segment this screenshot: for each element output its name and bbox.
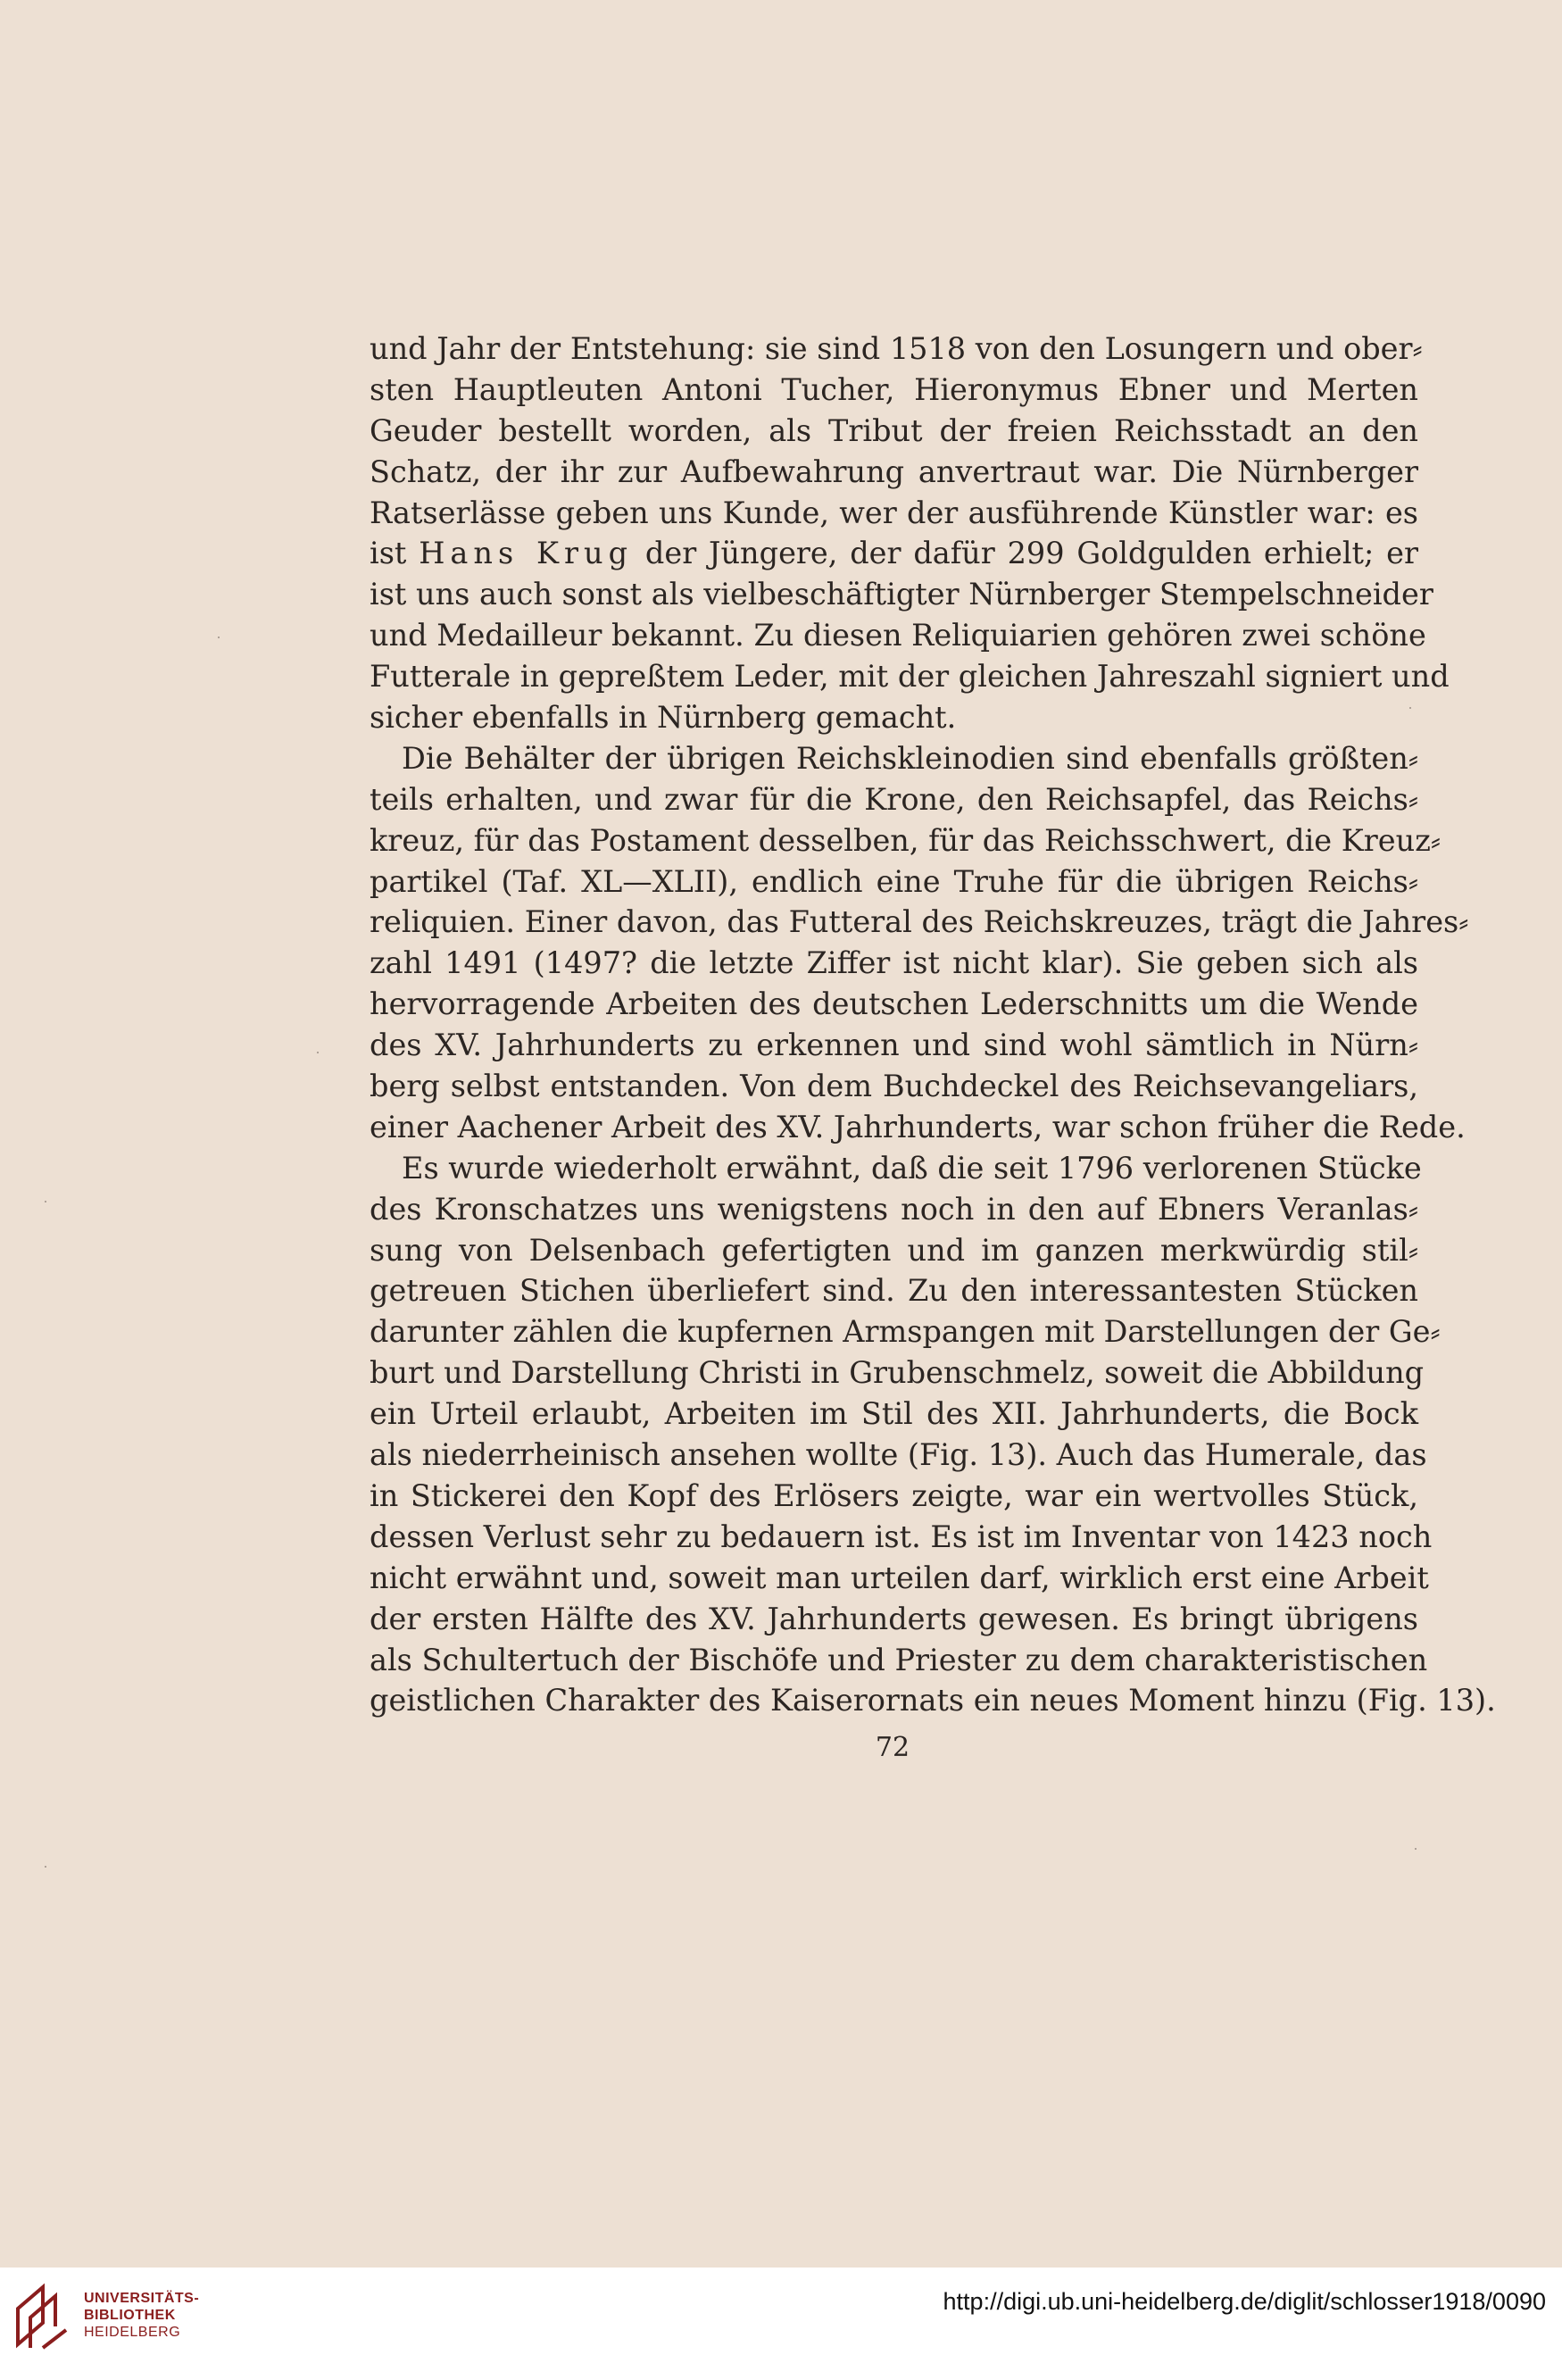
page-number: 72 — [875, 1732, 910, 1763]
footer-bar — [0, 2268, 1562, 2380]
text-line: hervorragende Arbeiten des deutschen Lederschnitts um die Wende — [370, 986, 1418, 1022]
library-name — [84, 2290, 199, 2341]
text-line: zahl 1491 (1497? die letzte Ziffer ist nicht klar). Sie geben sich als — [370, 945, 1418, 981]
text-line: der ersten Hälfte des XV. Jahrhunderts gewesen. Es bringt übrigens — [370, 1601, 1418, 1636]
text-line: ein Urteil erlaubt, Arbeiten im Stil des XII. Jahrhunderts, die Bock — [370, 1396, 1418, 1432]
library-name-line-3: HEIDELBERG — [84, 2325, 181, 2340]
text-line: in Stickerei den Kopf des Erlösers zeigte, war ein wertvolles Stück, — [370, 1477, 1418, 1513]
text-line: Die Behälter der übrigen Reichskleinodien sind ebenfalls größten⸗ — [402, 740, 1418, 776]
spaced-name: Hans Krug — [419, 536, 634, 571]
text-line: reliquien. Einer davon, das Futteral des Reichskreuzes, trägt die Jahres⸗ — [370, 904, 1469, 940]
text-line: sten Hauptleuten Antoni Tucher, Hieronymus Ebner und Merten — [370, 371, 1418, 407]
text-line: kreuz, für das Postament desselben, für das Reichsschwert, die Kreuz⸗ — [370, 822, 1442, 858]
text-line: geistlichen Charakter des Kaiserornats ein neues Moment hinzu (Fig. 13). — [370, 1683, 1496, 1718]
text-line: burt und Darstellung Christi in Grubenschmelz, soweit die Abbildung — [370, 1355, 1425, 1391]
text-line: teils erhalten, und zwar für die Krone, den Reichsapfel, das Reichs⸗ — [370, 781, 1418, 817]
text-line: des Kronschatzes uns wenigstens noch in den auf Ebners Veranlas⸗ — [370, 1191, 1418, 1227]
text-line: sicher ebenfalls in Nürnberg gemacht. — [370, 700, 957, 736]
text-line: dessen Verlust sehr zu bedauern ist. Es ist im Inventar von 1423 noch — [370, 1519, 1433, 1554]
text-line: und Medailleur bekannt. Zu diesen Reliquiarien gehören zwei schöne — [370, 618, 1426, 653]
text-line: ist uns auch sonst als vielbeschäftigter Nürnberger Stempelschneider — [370, 577, 1433, 612]
text-line: sung von Delsenbach gefertigten und im ganzen merkwürdig stil⸗ — [370, 1232, 1418, 1268]
text-line: Schatz, der ihr zur Aufbewahrung anvertraut war. Die Nürnberger — [370, 454, 1418, 489]
paper-speck — [1415, 1848, 1417, 1850]
university-library-logo-icon — [12, 2282, 68, 2350]
text-segment: ist — [370, 536, 420, 571]
text-line: Futterale in gepreßtem Leder, mit der gleichen Jahreszahl signiert und — [370, 659, 1450, 695]
text-line: des XV. Jahrhunderts zu erkennen und sind wohl sämtlich in Nürn⸗ — [370, 1028, 1418, 1063]
paper-speck — [45, 1866, 46, 1868]
text-line: Es wurde wiederholt erwähnt, daß die seit 1796 verlorenen Stücke — [402, 1150, 1422, 1186]
text-line: nicht erwähnt und, soweit man urteilen darf, wirklich erst eine Arbeit — [370, 1560, 1429, 1595]
text-line: einer Aachener Arbeit des XV. Jahrhunderts, war schon früher die Rede. — [370, 1109, 1466, 1144]
text-line: als Schultertuch der Bischöfe und Priester zu dem charakteristischen — [370, 1642, 1428, 1677]
source-url-link[interactable]: http://digi.ub.uni-heidelberg.de/diglit/schlosser1918/0090 — [943, 2288, 1546, 2315]
library-name-line-2: BIBLIOTHEK — [84, 2308, 176, 2323]
paper-speck — [45, 1201, 46, 1202]
text-line: berg selbst entstanden. Von dem Buchdeckel des Reichsevangeliars, — [370, 1069, 1418, 1104]
paper-speck — [218, 637, 220, 638]
text-line: getreuen Stichen überliefert sind. Zu den interessantesten Stücken — [370, 1273, 1418, 1309]
text-line: darunter zählen die kupfernen Armspangen mit Darstellungen der Ge⸗ — [370, 1314, 1441, 1350]
text-segment: der Jüngere, der dafür 299 Goldgulden erhielt; er — [633, 536, 1418, 571]
text-line: Ratserlässe geben uns Kunde, wer der ausführende Künstler war: es — [370, 495, 1418, 530]
paper-speck — [317, 1052, 319, 1053]
text-line: partikel (Taf. XL—XLII), endlich eine Truhe für die übrigen Reichs⸗ — [370, 863, 1418, 899]
body-text — [370, 329, 1496, 1721]
text-line: und Jahr der Entstehung: sie sind 1518 von den Losungern und ober⸗ — [370, 331, 1423, 366]
text-line — [370, 533, 1418, 574]
text-line: Geuder bestellt worden, als Tribut der freien Reichsstadt an den — [370, 412, 1418, 448]
library-name-line-1: UNIVERSITÄTS- — [84, 2291, 200, 2306]
paper-speck — [1409, 707, 1411, 709]
text-line: als niederrheinisch ansehen wollte (Fig. 13). Auch das Humerale, das — [370, 1437, 1427, 1473]
